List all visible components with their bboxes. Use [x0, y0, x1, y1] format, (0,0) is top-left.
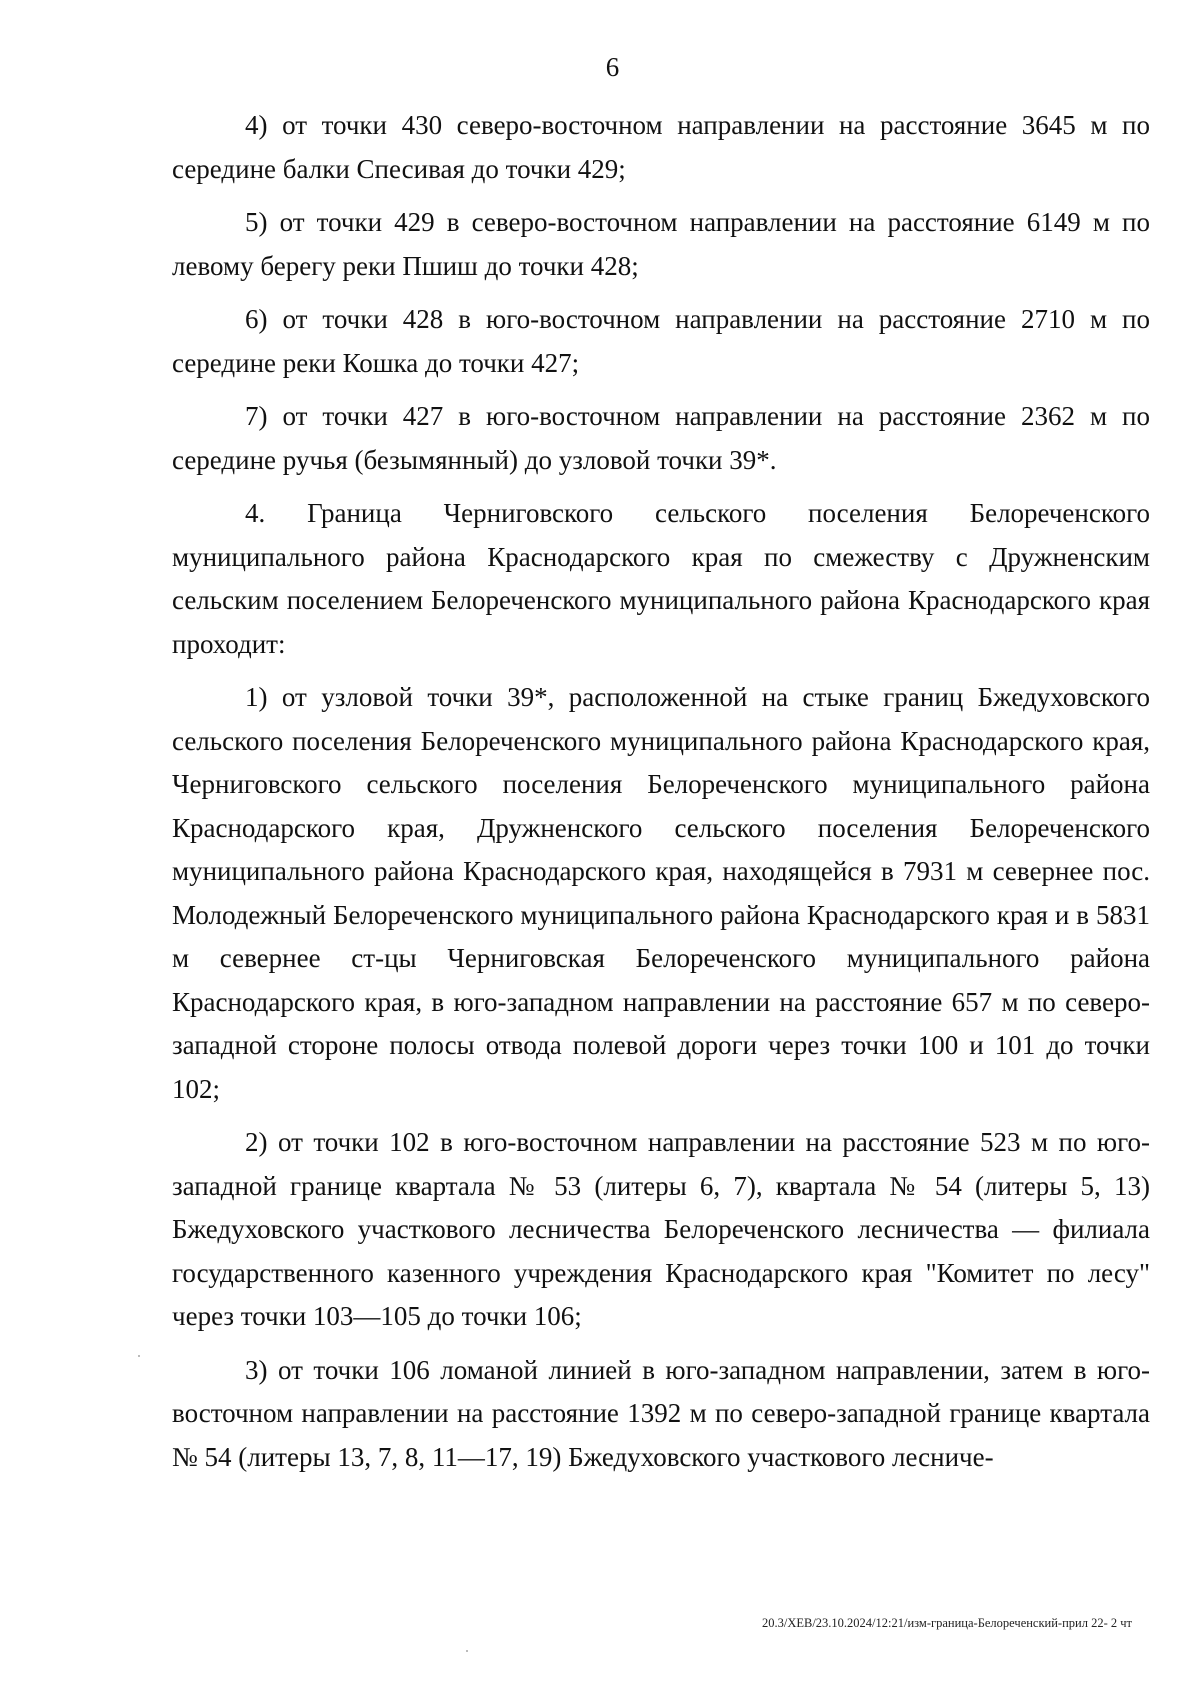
document-footer: 20.3/ХЕВ/23.10.2024/12:21/изм-граница-Белореченский-прил 22- 2 чт [761, 1616, 1132, 1630]
paragraph-1: 4) от точки 430 северо-восточном направлении на расстояние 3645 м по середине балки Спесивая до точки 429; [172, 110, 1150, 184]
scan-speck [466, 1650, 468, 1652]
paragraph-3: 6) от точки 428 в юго-восточном направлении на расстояние 2710 м по середине реки Кошка до точки 427; [172, 304, 1150, 378]
scan-speck [138, 1355, 140, 1357]
section-heading-paragraph: 4. Граница Черниговского сельского поселения Белореченского муниципального района Краснодарского края по смежеству с Дружненским сельским поселением Белореченского муниципального района Краснодарского края проходит: [172, 498, 1150, 659]
document-body [172, 104, 1150, 1489]
paragraph-7: 2) от точки 102 в юго-восточном направлении на расстояние 523 м по юго-западной границе квартала № 53 (литеры 6, 7), квартала № 54 (литеры 5, 13) Бжедуховского участкового лесничества Белореченского лесничества — филиала государственного казенного учреждения Краснодарского края "Комитет по лесу" через точки 103—105 до точки 106; [172, 1127, 1150, 1331]
paragraph-4: 7) от точки 427 в юго-восточном направлении на расстояние 2362 м по середине ручья (безымянный) до узловой точки 39*. [172, 401, 1150, 475]
paragraph-2: 5) от точки 429 в северо-восточном направлении на расстояние 6149 м по левому берегу реки Пшиш до точки 428; [172, 207, 1150, 281]
paragraph-6: 1) от узловой точки 39*, расположенной на стыке границ Бжедуховского сельского поселения Белореченского муниципального района Краснодарского края, Черниговского сельского поселения Белореченского муниципального района Краснодарского края, Дружненского сельского поселения Белореченского муниципального района Краснодарского края, находящейся в 7931 м севернее пос. Молодежный Белореченского муниципального района Краснодарского края и в 5831 м севернее ст-цы Черниговская Белореченского муниципального района Краснодарского края, в юго-западном направлении на расстояние 657 м по северо-западной стороне полосы отвода полевой дороги через точки 100 и 101 до точки 102; [172, 682, 1150, 1104]
page-number: 6 [605, 52, 620, 82]
paragraph-8: 3) от точки 106 ломаной линией в юго-западном направлении, затем в юго-восточном направлении на расстояние 1392 м по северо-западной границе квартала № 54 (литеры 13, 7, 8, 11—17, 19) Бжедуховского участкового лесниче- [172, 1354, 1150, 1472]
